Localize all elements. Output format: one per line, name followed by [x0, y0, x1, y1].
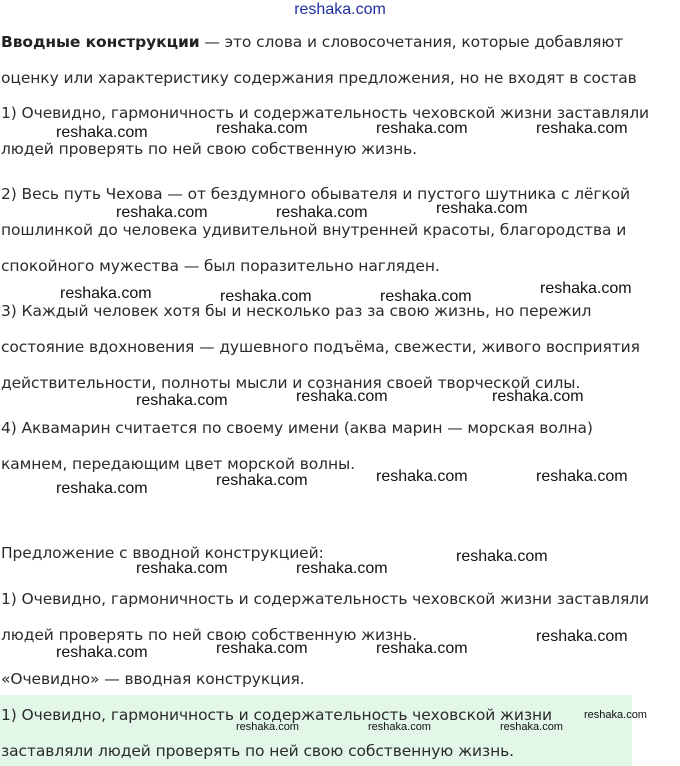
- answer-line-2: людей проверять по ней свою собственную жизнь.: [1, 626, 417, 644]
- sentence-1-line-1: 1) Очевидно, гармоничность и содержательность чеховской жизни заставляли: [1, 104, 649, 122]
- watermark: reshaka.com: [456, 548, 548, 565]
- sentence-4-line-2: камнем, передающим цвет морской волны.: [1, 455, 355, 473]
- sentence-3-line-2: состояние вдохновения — душевного подъёма, свежести, живого восприятия: [1, 338, 640, 356]
- intro-definition: — это слова и словосочетания, которые добавляют: [199, 33, 624, 51]
- watermark: reshaka.com: [296, 388, 388, 405]
- watermark: reshaka.com: [436, 200, 528, 217]
- watermark: reshaka.com: [376, 640, 468, 657]
- watermark: reshaka.com: [368, 721, 431, 733]
- watermark: reshaka.com: [236, 721, 299, 733]
- watermark: reshaka.com: [536, 468, 628, 485]
- watermark: reshaka.com: [56, 124, 148, 141]
- watermark: reshaka.com: [56, 480, 148, 497]
- sentence-2-line-2: пошлинкой до человека удивительной внутренней красоты, благородства и: [1, 221, 627, 239]
- highlight-line-1: 1) Очевидно, гармоничность и содержательность чеховской жизни: [1, 706, 553, 724]
- watermark: reshaka.com: [584, 709, 647, 721]
- watermark: reshaka.com: [216, 472, 308, 489]
- watermark: reshaka.com: [500, 721, 563, 733]
- watermark: reshaka.com: [380, 288, 472, 305]
- watermark: reshaka.com: [536, 120, 628, 137]
- sentence-3-line-1: 3) Каждый человек хотя бы и несколько раз за свою жизнь, но пережил: [1, 302, 592, 320]
- watermark: reshaka.com: [56, 644, 148, 661]
- site-logo[interactable]: reshaka.com: [294, 1, 386, 18]
- watermark: reshaka.com: [492, 388, 584, 405]
- sentence-3-line-3: действительности, полноты мысли и сознания своей творческой силы.: [1, 374, 581, 392]
- watermark: reshaka.com: [220, 288, 312, 305]
- term-bold: Вводные конструкции: [1, 33, 200, 51]
- watermark: reshaka.com: [216, 120, 308, 137]
- sentence-4-line-1: 4) Аквамарин считается по своему имени (аква марин — морская волна): [1, 419, 593, 437]
- watermark: reshaka.com: [276, 204, 368, 221]
- watermark: reshaka.com: [376, 468, 468, 485]
- highlight-line-2: заставляли людей проверять по ней свою собственную жизнь.: [1, 742, 514, 760]
- intro-line-2: оценку или характеристику содержания предложения, но не входят в состав: [1, 69, 637, 87]
- watermark: reshaka.com: [376, 120, 468, 137]
- answer-heading: Предложение с вводной конструкцией:: [1, 544, 324, 562]
- watermark: reshaka.com: [536, 628, 628, 645]
- watermark: reshaka.com: [136, 392, 228, 409]
- sentence-2-line-1: 2) Весь путь Чехова — от бездумного обывателя и пустого шутника с лёгкой: [1, 185, 630, 203]
- answer-explanation: «Очевидно» — вводная конструкция.: [1, 670, 305, 688]
- watermark: reshaka.com: [116, 204, 208, 221]
- watermark: reshaka.com: [136, 560, 228, 577]
- answer-line-1: 1) Очевидно, гармоничность и содержательность чеховской жизни заставляли: [1, 590, 649, 608]
- sentence-2-line-3: спокойного мужества — был поразительно нагляден.: [1, 257, 440, 275]
- sentence-1-line-2: людей проверять по ней свою собственную жизнь.: [1, 140, 417, 158]
- intro-line-1: [1, 32, 623, 52]
- watermark: reshaka.com: [540, 280, 632, 297]
- watermark: reshaka.com: [216, 640, 308, 657]
- watermark: reshaka.com: [60, 285, 152, 302]
- watermark: reshaka.com: [296, 560, 388, 577]
